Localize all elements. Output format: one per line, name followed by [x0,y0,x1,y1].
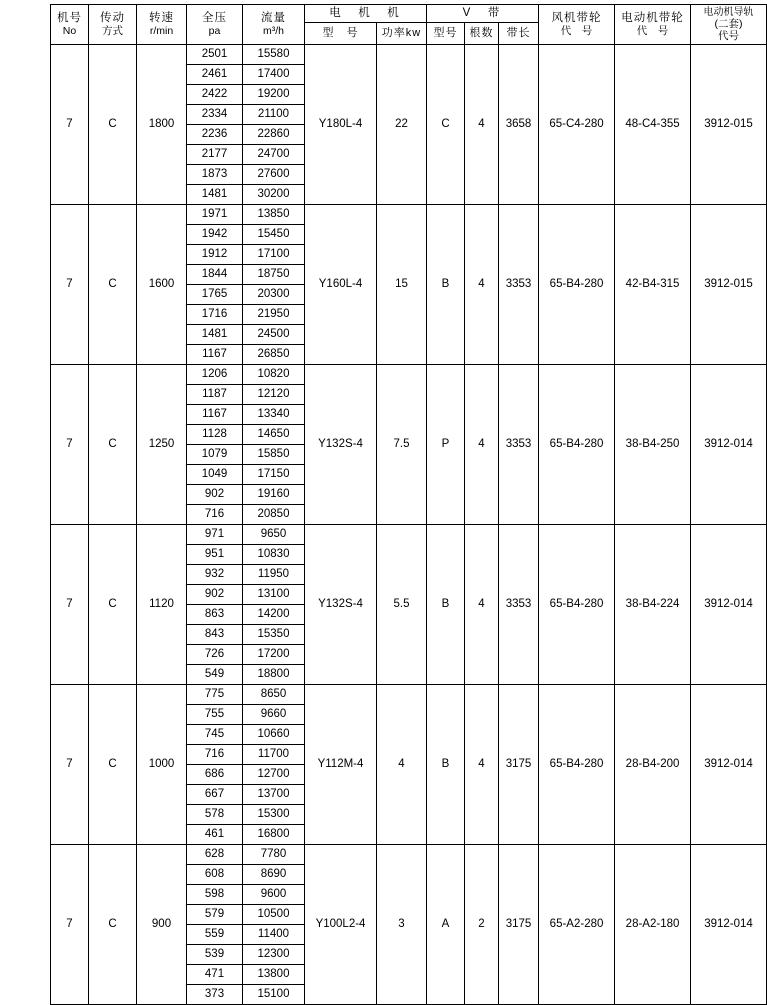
cell-speed: 1120 [137,525,187,685]
fan-performance-table [50,4,767,1005]
cell-total-pressure: 726 [187,645,243,665]
cell-total-pressure: 971 [187,525,243,545]
cell-vbelt-length: 3353 [499,525,539,685]
cell-total-pressure: 1716 [187,305,243,325]
cell-flow-rate: 15450 [243,225,305,245]
cell-flow-rate: 12120 [243,385,305,405]
cell-total-pressure: 549 [187,665,243,685]
cell-flow-rate: 19160 [243,485,305,505]
cell-total-pressure: 1844 [187,265,243,285]
cell-flow-rate: 17200 [243,645,305,665]
cell-total-pressure: 2177 [187,145,243,165]
cell-vbelt-length: 3175 [499,845,539,1005]
cell-speed: 1600 [137,205,187,365]
cell-fan-pulley: 65-C4-280 [539,45,615,205]
table-row [51,205,767,225]
cell-machine-no: 7 [51,365,89,525]
cell-motor-power: 4 [377,685,427,845]
cell-motor-pulley: 38-B4-250 [615,365,691,525]
cell-machine-no: 7 [51,685,89,845]
cell-motor-power: 22 [377,45,427,205]
cell-total-pressure: 1167 [187,345,243,365]
cell-vbelt-count: 4 [465,685,499,845]
cell-total-pressure: 1187 [187,385,243,405]
cell-total-pressure: 902 [187,485,243,505]
cell-total-pressure: 471 [187,965,243,985]
cell-flow-rate: 8690 [243,865,305,885]
cell-flow-rate: 21100 [243,105,305,125]
cell-motor-pulley: 48-C4-355 [615,45,691,205]
cell-motor-pulley: 28-B4-200 [615,685,691,845]
cell-speed: 1800 [137,45,187,205]
cell-flow-rate: 13100 [243,585,305,605]
cell-total-pressure: 1167 [187,405,243,425]
header-vbelt-length: 带长 [499,23,539,45]
cell-flow-rate: 21950 [243,305,305,325]
header-vbelt-count: 根数 [465,23,499,45]
cell-flow-rate: 15850 [243,445,305,465]
cell-total-pressure: 716 [187,505,243,525]
table-row [51,365,767,385]
cell-vbelt-length: 3353 [499,205,539,365]
cell-drive-type: C [89,845,137,1005]
cell-speed: 1000 [137,685,187,845]
cell-flow-rate: 14200 [243,605,305,625]
cell-total-pressure: 2334 [187,105,243,125]
cell-fan-pulley: 65-B4-280 [539,365,615,525]
header-total-pressure: 全压 pa [187,5,243,45]
cell-motor-power: 15 [377,205,427,365]
cell-flow-rate: 10660 [243,725,305,745]
cell-total-pressure: 1873 [187,165,243,185]
cell-flow-rate: 8650 [243,685,305,705]
header-vbelt-type: 型号 [427,23,465,45]
cell-vbelt-type: B [427,525,465,685]
cell-flow-rate: 7780 [243,845,305,865]
cell-total-pressure: 2422 [187,85,243,105]
cell-flow-rate: 9660 [243,705,305,725]
table-body [51,45,767,1005]
cell-total-pressure: 1481 [187,325,243,345]
cell-total-pressure: 745 [187,725,243,745]
cell-vbelt-type: A [427,845,465,1005]
cell-motor-rail: 3912-014 [691,845,767,1005]
cell-total-pressure: 2501 [187,45,243,65]
header-motor-model: 型 号 [305,23,377,45]
cell-vbelt-type: P [427,365,465,525]
cell-flow-rate: 27600 [243,165,305,185]
cell-drive-type: C [89,525,137,685]
cell-flow-rate: 13850 [243,205,305,225]
cell-total-pressure: 1481 [187,185,243,205]
cell-vbelt-count: 4 [465,45,499,205]
cell-flow-rate: 24500 [243,325,305,345]
cell-fan-pulley: 65-A2-280 [539,845,615,1005]
cell-flow-rate: 17400 [243,65,305,85]
header-motor-pulley: 电动机带轮 代 号 [615,5,691,45]
cell-total-pressure: 578 [187,805,243,825]
cell-flow-rate: 19200 [243,85,305,105]
cell-motor-model: Y132S-4 [305,525,377,685]
cell-flow-rate: 17150 [243,465,305,485]
cell-drive-type: C [89,365,137,525]
cell-total-pressure: 559 [187,925,243,945]
table-row [51,685,767,705]
cell-vbelt-length: 3658 [499,45,539,205]
cell-motor-pulley: 28-A2-180 [615,845,691,1005]
cell-motor-rail: 3912-014 [691,365,767,525]
cell-flow-rate: 17100 [243,245,305,265]
cell-vbelt-length: 3353 [499,365,539,525]
cell-motor-power: 7.5 [377,365,427,525]
cell-total-pressure: 579 [187,905,243,925]
cell-motor-rail: 3912-014 [691,685,767,845]
cell-motor-pulley: 42-B4-315 [615,205,691,365]
cell-total-pressure: 461 [187,825,243,845]
cell-flow-rate: 9600 [243,885,305,905]
cell-motor-rail: 3912-015 [691,205,767,365]
cell-total-pressure: 775 [187,685,243,705]
cell-total-pressure: 1971 [187,205,243,225]
cell-fan-pulley: 65-B4-280 [539,525,615,685]
cell-machine-no: 7 [51,525,89,685]
cell-speed: 1250 [137,365,187,525]
header-drive-type: 传动 方式 [89,5,137,45]
cell-flow-rate: 20300 [243,285,305,305]
table-row [51,45,767,65]
cell-vbelt-count: 4 [465,365,499,525]
cell-total-pressure: 1912 [187,245,243,265]
cell-flow-rate: 13340 [243,405,305,425]
cell-total-pressure: 1128 [187,425,243,445]
cell-drive-type: C [89,45,137,205]
cell-drive-type: C [89,205,137,365]
cell-flow-rate: 10830 [243,545,305,565]
cell-total-pressure: 755 [187,705,243,725]
cell-flow-rate: 15580 [243,45,305,65]
cell-total-pressure: 686 [187,765,243,785]
header-fan-pulley: 风机带轮 代 号 [539,5,615,45]
cell-total-pressure: 2461 [187,65,243,85]
cell-flow-rate: 10820 [243,365,305,385]
cell-total-pressure: 716 [187,745,243,765]
cell-motor-model: Y100L2-4 [305,845,377,1005]
cell-flow-rate: 26850 [243,345,305,365]
cell-flow-rate: 15100 [243,985,305,1005]
header-machine-no: 机号 No [51,5,89,45]
cell-total-pressure: 628 [187,845,243,865]
cell-total-pressure: 1206 [187,365,243,385]
cell-total-pressure: 667 [187,785,243,805]
header-motor-group: 电 机 机 [305,5,427,23]
cell-motor-pulley: 38-B4-224 [615,525,691,685]
cell-motor-model: Y112M-4 [305,685,377,845]
cell-flow-rate: 12300 [243,945,305,965]
cell-total-pressure: 2236 [187,125,243,145]
cell-total-pressure: 951 [187,545,243,565]
cell-motor-rail: 3912-014 [691,525,767,685]
cell-motor-model: Y180L-4 [305,45,377,205]
header-row-top [51,5,767,23]
cell-total-pressure: 1079 [187,445,243,465]
cell-flow-rate: 13800 [243,965,305,985]
cell-vbelt-count: 4 [465,205,499,365]
cell-flow-rate: 12700 [243,765,305,785]
cell-flow-rate: 18750 [243,265,305,285]
cell-motor-model: Y160L-4 [305,205,377,365]
cell-flow-rate: 13700 [243,785,305,805]
cell-flow-rate: 15300 [243,805,305,825]
cell-total-pressure: 1049 [187,465,243,485]
cell-vbelt-type: C [427,45,465,205]
cell-drive-type: C [89,685,137,845]
cell-fan-pulley: 65-B4-280 [539,685,615,845]
cell-flow-rate: 14650 [243,425,305,445]
cell-motor-power: 5.5 [377,525,427,685]
table-row [51,525,767,545]
cell-vbelt-length: 3175 [499,685,539,845]
cell-flow-rate: 22860 [243,125,305,145]
cell-motor-model: Y132S-4 [305,365,377,525]
cell-flow-rate: 11400 [243,925,305,945]
cell-flow-rate: 16800 [243,825,305,845]
table-header [51,5,767,45]
cell-total-pressure: 1765 [187,285,243,305]
cell-total-pressure: 608 [187,865,243,885]
header-vbelt-group: V 带 [427,5,539,23]
cell-flow-rate: 10500 [243,905,305,925]
header-motor-power: 功率kw [377,23,427,45]
cell-motor-rail: 3912-015 [691,45,767,205]
cell-machine-no: 7 [51,205,89,365]
cell-total-pressure: 902 [187,585,243,605]
cell-total-pressure: 863 [187,605,243,625]
cell-motor-power: 3 [377,845,427,1005]
table-row [51,845,767,865]
cell-speed: 900 [137,845,187,1005]
cell-vbelt-count: 4 [465,525,499,685]
cell-total-pressure: 539 [187,945,243,965]
cell-flow-rate: 15350 [243,625,305,645]
cell-machine-no: 7 [51,45,89,205]
header-speed: 转速 r/min [137,5,187,45]
cell-flow-rate: 11700 [243,745,305,765]
cell-flow-rate: 30200 [243,185,305,205]
cell-flow-rate: 9650 [243,525,305,545]
cell-total-pressure: 373 [187,985,243,1005]
cell-flow-rate: 18800 [243,665,305,685]
cell-vbelt-type: B [427,685,465,845]
header-motor-rail: 电动机导轨 (二套) 代号 [691,5,767,45]
cell-flow-rate: 24700 [243,145,305,165]
header-flow-rate: 流量 m³/h [243,5,305,45]
cell-vbelt-count: 2 [465,845,499,1005]
cell-flow-rate: 20850 [243,505,305,525]
cell-total-pressure: 932 [187,565,243,585]
cell-total-pressure: 598 [187,885,243,905]
cell-total-pressure: 1942 [187,225,243,245]
cell-machine-no: 7 [51,845,89,1005]
cell-vbelt-type: B [427,205,465,365]
cell-total-pressure: 843 [187,625,243,645]
cell-fan-pulley: 65-B4-280 [539,205,615,365]
cell-flow-rate: 11950 [243,565,305,585]
